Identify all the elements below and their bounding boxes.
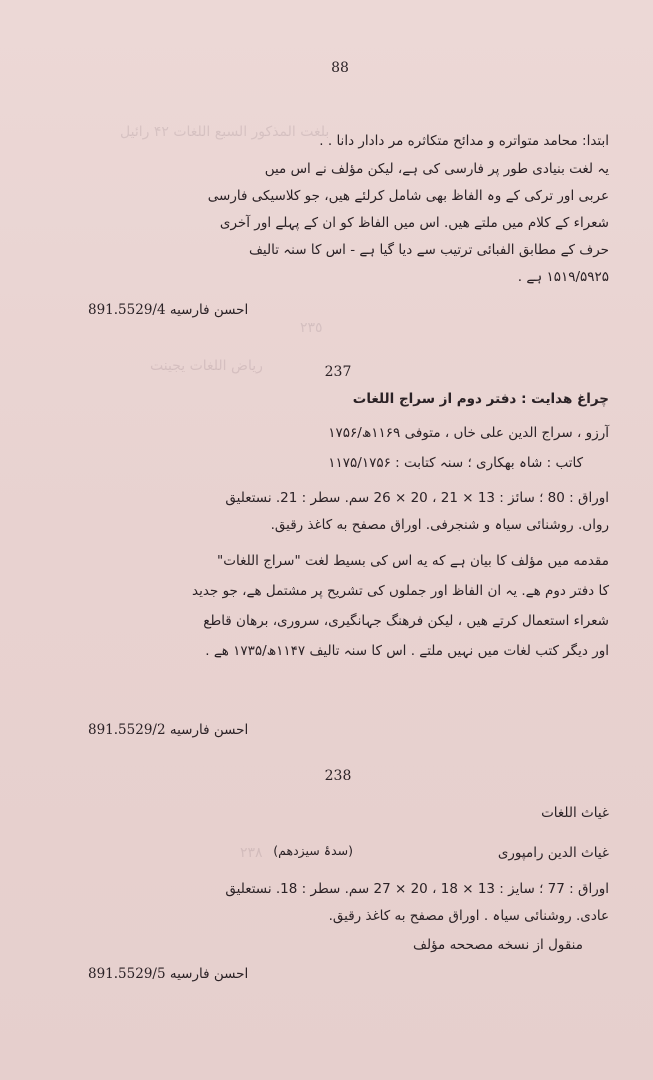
bleed-through-text: ٢٣٥ [300, 320, 323, 336]
entry1-line: یہ لغت بنیادی طور پر فارسی کی ہے، لیکن مؤلف نے اس میں [264, 161, 609, 177]
entry3-note: منقول از نسخه مصححه مؤلف [412, 937, 583, 953]
entry3-title: غیاث اللغات [541, 805, 609, 821]
shelf-code: 891.5529/4 [88, 302, 166, 318]
entry3-shelfmark [88, 966, 248, 982]
entry2-author: آرزو ، سراج الدین علی خاں ، متوفی ۱۱۶۹ھ/۱۷۵۶ [328, 425, 609, 441]
entry3-physical: اوراق : 77 ؛ سایز : 13 × 18 ، 20 × 27 سم. سطر : 18. نستعلیق [225, 881, 609, 897]
bleed-through-text: ﺑﻠﻐﺖ ﺍﻟﻤﺬﻛﻮﺭ ﺍﻟﺴﺒﻊ ﺍﻟﻠﻐﺎﺕ ۴۲ ﺭﺍﺋﻴﻞ [120, 124, 330, 140]
bleed-through-text: ﺭﻳﺎﺽ ﺍﻟﻠﻐﺎﺕ ﻳﺠﻴﻨﺖ [150, 358, 263, 374]
shelf-label: احسن فارسیه [169, 302, 249, 318]
bleed-through-text: ٢٣٨ [240, 845, 263, 861]
entry3-author: غیاث الدین رامپوری [497, 845, 609, 861]
entry2-line: اور دیگر کتب لغات میں نہیں ملتے . اس کا سنہ تالیف ۱۱۴۷ھ/۱۷۳۵ ھے . [205, 643, 609, 659]
entry2-line: کا دفتر دوم ھے. یہ ان الفاظ اور جملوں کی تشریح پر مشتمل ھے، جو جدید [192, 583, 609, 599]
entry1-opening: ابتدا: محامد متواتره و مدائح متکاثره مر دادار دانا . . [319, 133, 609, 149]
entry1-line: شعراء کے کلام میں ملتے ھیں. اس میں الفاظ کو ان کے پہلے اور آخری [219, 215, 609, 231]
shelf-code: 891.5529/5 [88, 966, 166, 982]
entry2-shelfmark [88, 722, 248, 738]
shelf-label: احسن فارسیه [169, 722, 249, 738]
entry2-number: 237 [324, 364, 352, 380]
entry3-number: 238 [324, 768, 352, 784]
entry2-line: مقدمه میں مؤلف کا بیان ہے که یه اس کی بسیط لغت "سراج اللغات" [217, 553, 609, 569]
entry2-scribe: کاتب : شاہ بھکاری ؛ سنہ کتابت : ۱۱۷۵/۱۷۵۶ [328, 455, 583, 471]
entry1-line: حرف کے مطابق الفبائی ترتیب سے دیا گیا ہے - اس کا سنہ تالیف [248, 242, 609, 258]
entry1-line: ۱۵۱۹/۵۹۲۵ ہے . [517, 269, 609, 285]
shelf-code: 891.5529/2 [88, 722, 166, 738]
entry2-physical: رواں. روشنائی سیاہ و شنجرفی. اوراق مصفح به کاغذ رقیق. [270, 517, 609, 533]
entry2-physical: اوراق : 80 ؛ سائز : 13 × 21 ، 20 × 26 سم. سطر : 21. نستعلیق [225, 490, 609, 506]
page-number: 88 [331, 60, 349, 76]
entry3-century: (سدۂ سیزدھم) [273, 843, 353, 858]
entry2-title: چراغ هدایت : دفتر دوم از سراج اللغات [352, 391, 609, 407]
entry2-line: شعراء استعمال کرتے ھیں ، لیکن فرھنگ جہانگیری، سروری، برھان قاطع [203, 613, 609, 629]
shelf-label: احسن فارسیه [169, 966, 249, 982]
entry3-physical: عادی. روشنائی سیاہ . اوراق مصفح به کاغذ رقیق. [328, 908, 609, 924]
entry1-shelfmark [88, 302, 248, 318]
entry1-line: عربی اور ترکی کے وہ الفاظ بھی شامل کرلئے ھیں، جو کلاسیکی فارسی [207, 188, 609, 204]
